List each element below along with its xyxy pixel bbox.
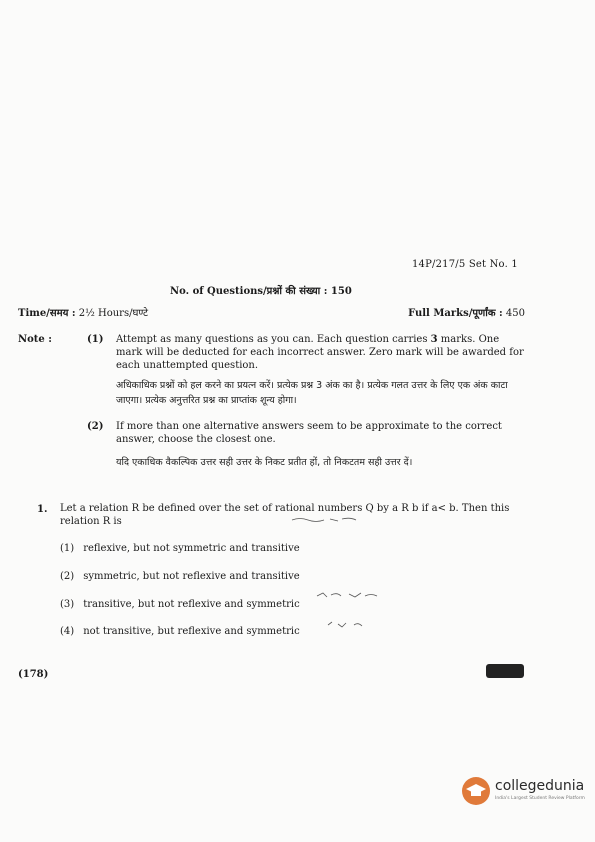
time-value: 2½ Hours/घण्टे <box>78 308 149 319</box>
question-1-text: Let a relation R be defined over the set of rational numbers Q by a R b if a< b. Then this relation R is <box>60 503 510 527</box>
number-of-questions: No. of Questions/प्रश्नों की संख्या : 150 <box>170 286 352 297</box>
note-label: Note : <box>18 334 52 345</box>
ink-stamp <box>486 664 524 678</box>
note-1-text-c: marks. One mark will be deducted for each incorrect answer. Zero mark will be awarded for each unattempted question. <box>116 334 524 371</box>
graduation-cap-icon <box>462 777 490 805</box>
note-1-marks: 3 <box>430 334 438 345</box>
option-3 <box>60 599 300 610</box>
set-number: 14P/217/5 Set No. 1 <box>412 259 518 270</box>
note-1-english <box>116 333 526 372</box>
option-1 <box>60 543 300 554</box>
option-3-number: (3) <box>60 599 75 610</box>
note-1-number: (1) <box>87 334 104 345</box>
option-2-text: symmetric, but not reflexive and transitive <box>83 571 300 582</box>
note-2-number: (2) <box>87 421 104 432</box>
watermark-tagline: India's Largest Student Review Platform <box>495 796 585 801</box>
note-2-english: If more than one alternative answers seem to be approximate to the correct answer, choose the closest one. <box>116 421 502 445</box>
handwritten-mark <box>326 620 366 630</box>
option-1-number: (1) <box>60 543 75 554</box>
handwritten-note <box>315 590 385 600</box>
option-2-number: (2) <box>60 571 75 582</box>
time-label: Time/समय : <box>18 308 76 319</box>
option-3-text: transitive, but not reflexive and symmetric <box>83 599 300 610</box>
marks-label: Full Marks/पूर्णांक : <box>408 308 503 319</box>
question-1-number: 1. <box>37 504 48 515</box>
note-2-hindi: यदि एकाधिक वैकल्पिक उत्तर सही उत्तर के निकट प्रतीत हों, तो निकटतम सही उत्तर दें। <box>116 457 413 468</box>
full-marks-info <box>408 305 525 319</box>
option-2 <box>60 571 300 582</box>
handwritten-scribble <box>290 515 370 523</box>
note-1-text-a: Attempt as many questions as you can. Each question carries <box>116 334 431 345</box>
marks-value: 450 <box>505 308 525 319</box>
note-1-hindi: अधिकाधिक प्रश्नों को हल करने का प्रयत्न करें। प्रत्येक प्रश्न 3 अंक का है। प्रत्येक गलत उत्तर के लिए एक अंक काटा जाएगा। प्रत्येक अनुत्तरित प्रश्न का प्राप्तांक शून्य होगा। <box>116 380 508 406</box>
option-4 <box>60 626 300 637</box>
watermark-brand: collegedunia <box>495 778 585 794</box>
option-1-text: reflexive, but not symmetric and transitive <box>83 543 300 554</box>
time-info <box>18 305 148 319</box>
option-4-text: not transitive, but reflexive and symmetric <box>83 626 300 637</box>
option-4-number: (4) <box>60 626 75 637</box>
page-code: (178) <box>18 669 49 680</box>
watermark-logo <box>462 775 585 807</box>
